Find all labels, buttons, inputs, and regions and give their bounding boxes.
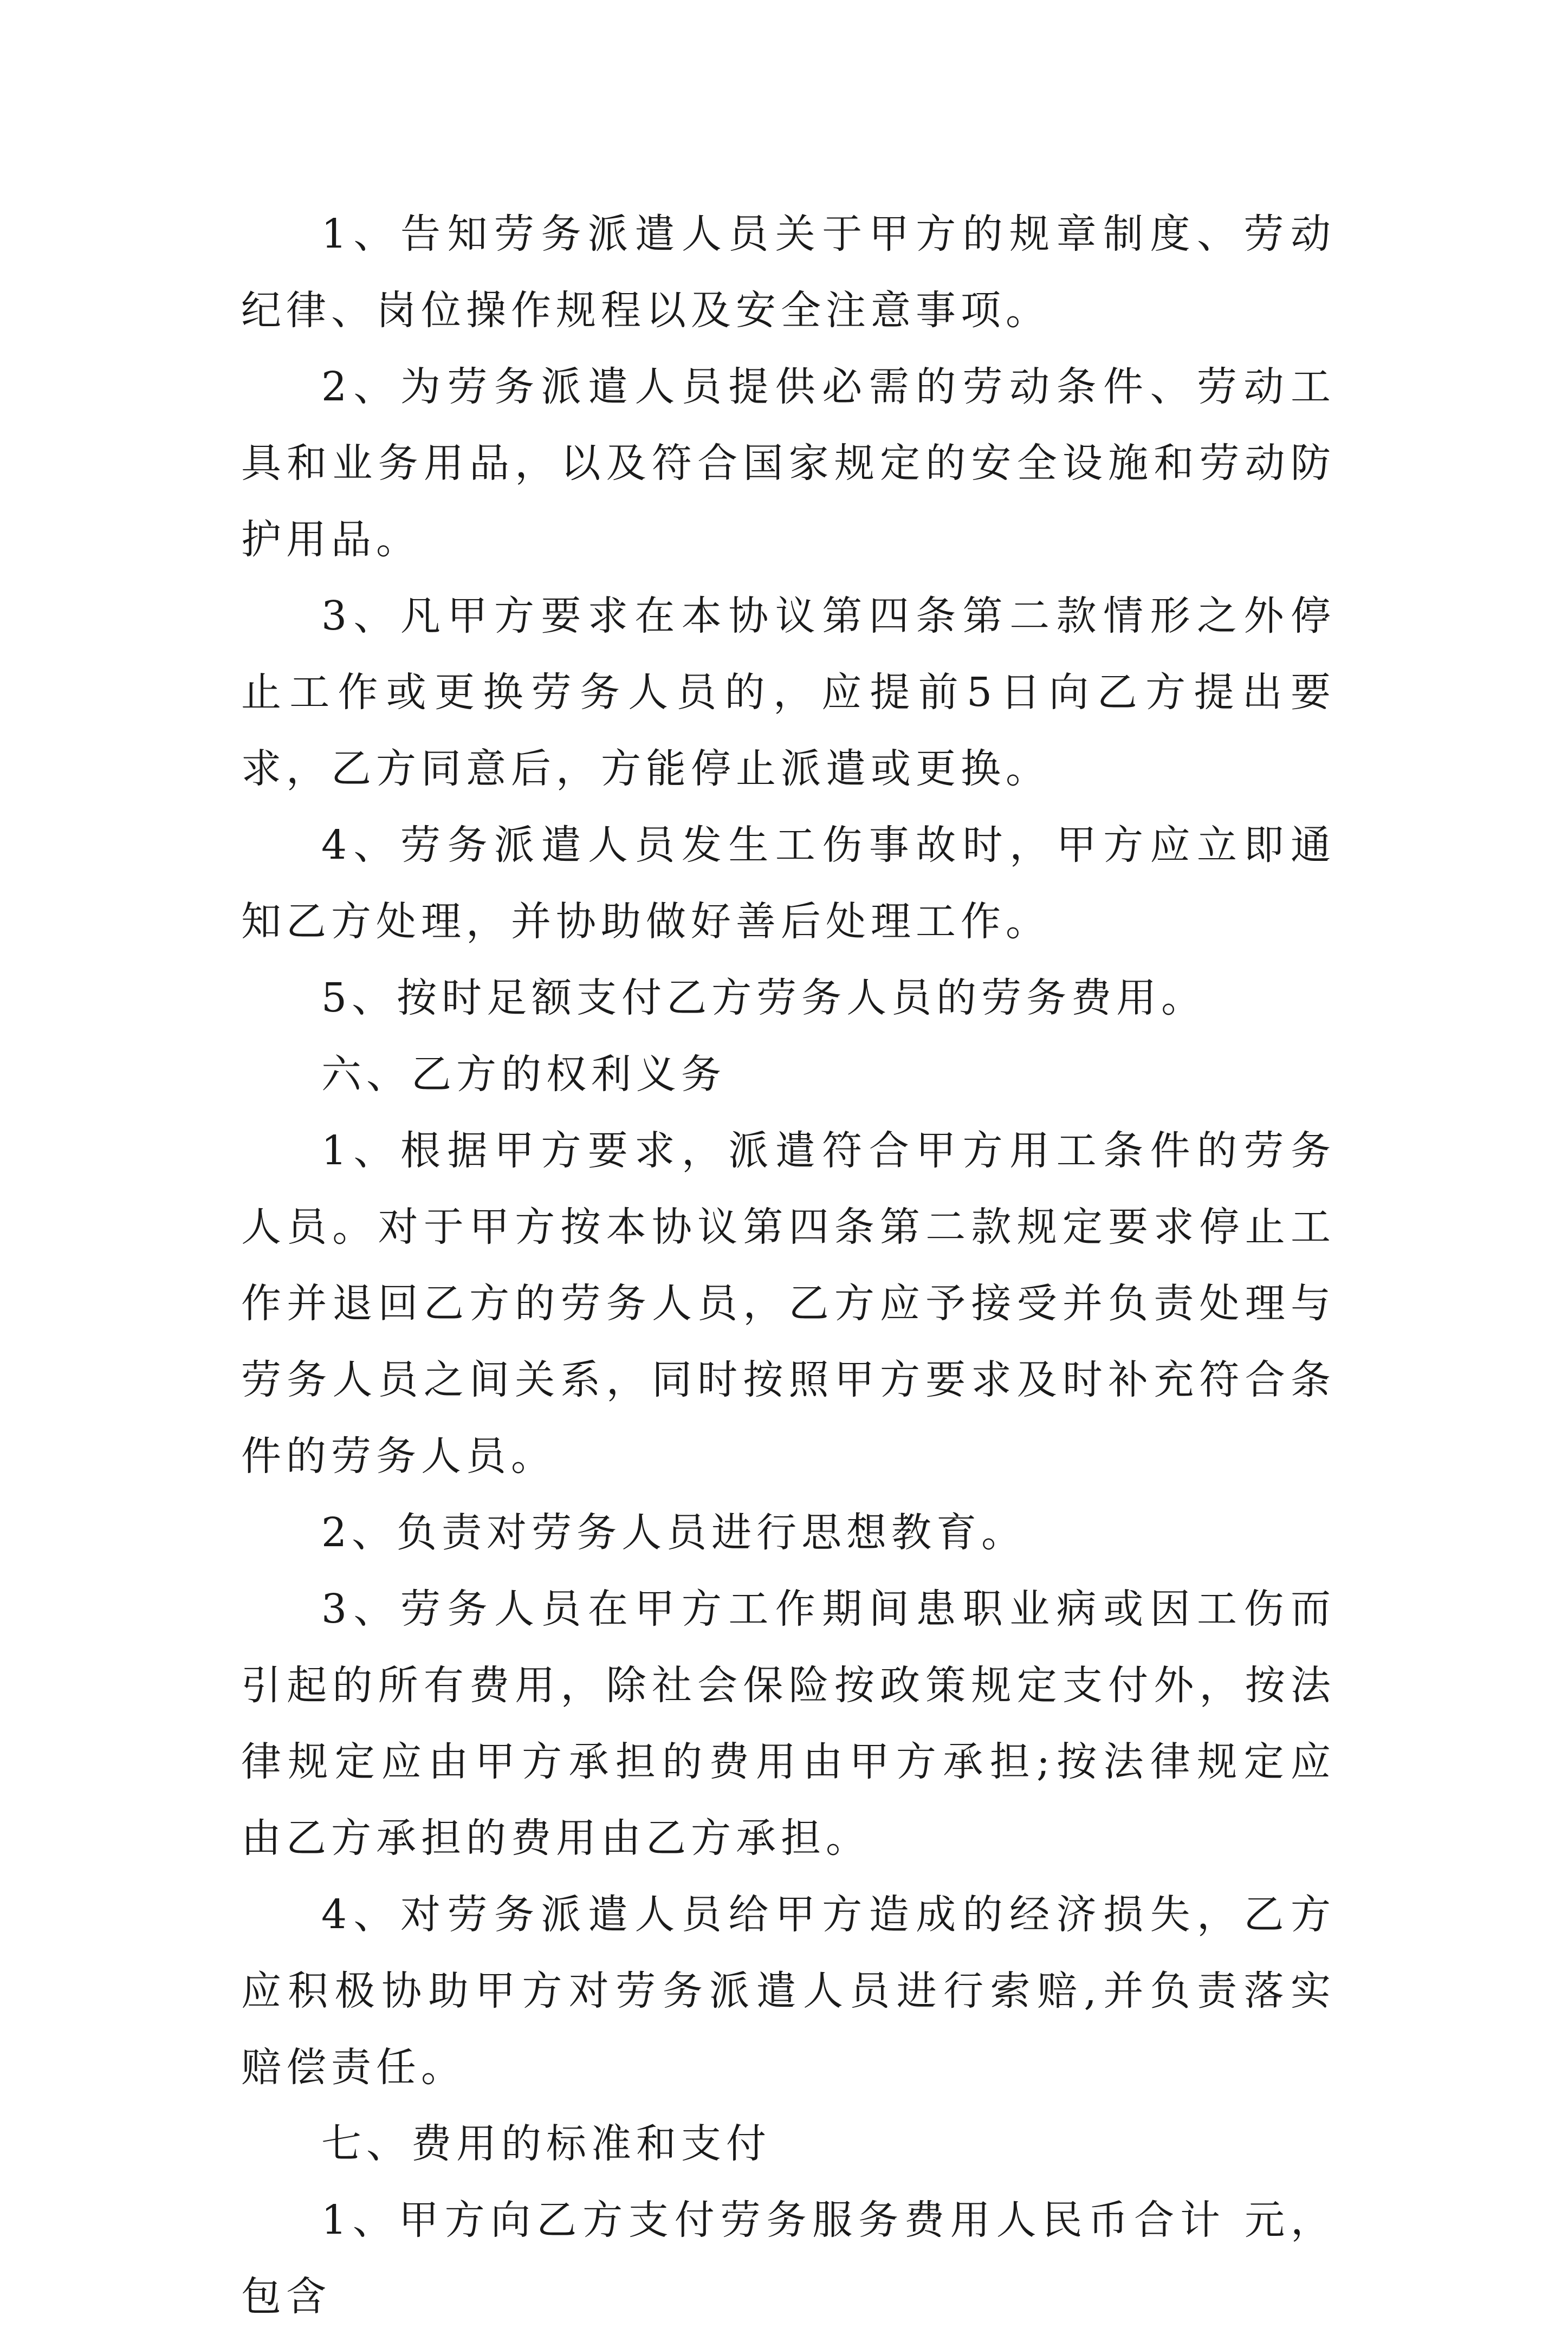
paragraph-party-a-duty-1: 1、告知劳务派遣人员关于甲方的规章制度、劳动纪律、岗位操作规程以及安全注意事项。 (241, 211, 1336, 334)
section-heading-fees: 七、费用的标准和支付 (321, 2120, 771, 2167)
paragraph-party-b-duty-4: 4、对劳务派遣人员给甲方造成的经济损失，乙方应积极协助甲方对劳务派遣人员进行索赔,并负责落实赔偿责任。 (241, 1891, 1336, 2091)
paragraph-party-b-duty-1: 1、根据甲方要求，派遣符合甲方用工条件的劳务人员。对于甲方按本协议第四条第二款规定要求停止工作并退回乙方的劳务人员，乙方应予接受并负责处理与劳务人员之间关系，同时按照甲方要求及时补充符合条件的劳务人员。 (241, 1127, 1336, 1480)
section-heading-party-b-rights: 六、乙方的权利义务 (321, 1051, 726, 1098)
paragraph-party-a-duty-5: 5、按时足额支付乙方劳务人员的劳务费用。 (321, 975, 1207, 1021)
paragraph-party-a-duty-2: 2、为劳务派遣人员提供必需的劳动条件、劳动工具和业务用品，以及符合国家规定的安全设施和劳动防护用品。 (241, 364, 1336, 563)
paragraph-party-a-duty-4: 4、劳务派遣人员发生工伤事故时，甲方应立即通知乙方处理，并协助做好善后处理工作。 (241, 822, 1336, 945)
paragraph-party-b-duty-3: 3、劳务人员在甲方工作期间患职业病或因工伤而引起的所有费用，除社会保险按政策规定支付外，按法律规定应由甲方承担的费用由甲方承担;按法律规定应由乙方承担的费用由乙方承担。 (241, 1586, 1336, 1861)
document-body (241, 196, 1336, 2335)
paragraph-party-a-duty-3: 3、凡甲方要求在本协议第四条第二款情形之外停止工作或更换劳务人员的，应提前5日向乙方提出要求，乙方同意后，方能停止派遣或更换。 (241, 593, 1336, 792)
paragraph-party-b-duty-2: 2、负责对劳务人员进行思想教育。 (321, 1509, 1027, 1556)
paragraph-fees-1: 1、甲方向乙方支付劳务服务费用人民币合计 元，包含 (241, 2197, 1336, 2320)
